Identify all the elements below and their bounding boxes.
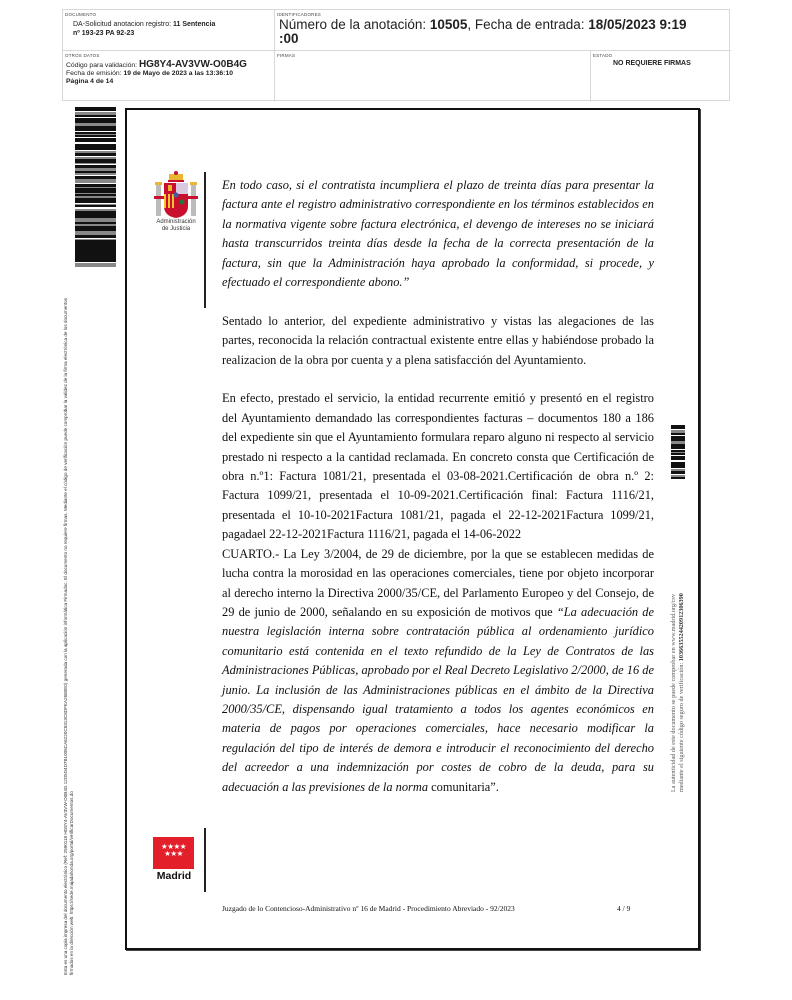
footer-court: Juzgado de lo Contencioso-Administrativo nº 16 de Madrid - Procedimiento Abreviado - 92/2023 [222,904,515,913]
logo-divider-top [204,172,206,308]
emision-date: 19 de Mayo de 2023 a las 13:36:10 [123,70,234,77]
validation-code: HG8Y4-AV3VW-O0B4G [138,59,247,70]
fecha-prefix: , Fecha de entrada: [467,17,589,32]
documento-cell [63,10,275,51]
cuarto-quote: “La adecuación de nuestra legislación interna sobre contratación pública al ordenamiento jurídico comunitario está contenida en el texto refundido de la Ley de Contratos de las Administraciones Públicas, aprobado por el Real Decreto Legislativo 2/2000, de 16 de junio. La inclusión de las Administraciones públicas en el ámbito de la Directiva 2000/35/CE, dispensando igual tratamiento a todos los agentes económicos en materia de pagos por operaciones comerciales, hace necesario modificar la regulación del tipo de interés de demora e introducir el reconocimiento del derecho del acreedor a una indemnización por costes de cobro de la deuda, para su adecuación a las previsiones de la norma [222,604,655,794]
documento-value [73,21,215,38]
quote-text: En todo caso, si el contratista incumpliera el plazo de treinta días para presentar la factura ante el registro administrativo correspondiente en los términos establecidos en la normativa vigente sobre factura electrónica, el devengo de intereses no se iniciará hasta transcurridos treinta días desde la fecha de la correcta presentación de la factura, sin que la Administración haya aprobado la conformidad, si procede, y efectuado el correspondiente abono.” [222,178,654,290]
paragraph-sentado: Sentado lo anterior, del expediente administrativo y vistas las alegaciones de las partes, reconocida la relación contractual existente entre ellas y habiéndose probado la realizacion de la obra por cuenta y a plena satisfacción del Ayuntamiento. [222,313,654,367]
documento-number: nº 193-23 PA 92-23 [73,29,135,37]
identificadores-label: IDENTIFICADORES [277,12,322,17]
madrid-label: Madrid [156,870,192,882]
justicia-label [150,219,202,233]
fecha-suffix: :00 [279,31,299,46]
otros-datos-cell [63,51,275,102]
fecha-value: 18/05/2023 9:19 [588,17,687,32]
documento-prefix: DA-Solicitud anotacion registro: [73,21,173,28]
csv-line1: La autenticidad de este documento se puede comprobar en www.madrid.org/csv [670,594,677,792]
identificadores-cell [275,10,731,51]
barcode-bar [75,265,116,267]
codigo-prefix: Código para validación: [66,62,139,69]
anotacion-number: 10505 [429,17,468,32]
emision-prefix: Fecha de emisión: [66,70,124,77]
barcode-right [671,425,685,485]
barcode-bar [671,477,685,479]
document-header-table [62,9,730,101]
page-indicator: Página 4 de 14 [66,78,114,85]
estado-cell [591,51,731,102]
logo-divider-bottom [204,828,206,892]
madrid-flag-icon [153,837,194,869]
firmas-cell [275,51,591,102]
csv-code: 1036635524420912306390 [678,593,685,662]
documento-label: DOCUMENTO [65,12,97,17]
cuarto-text: CUARTO.- La Ley 3/2004, de 29 de diciembre, por la que se establecen medidas de lucha contra la morosidad en las operaciones comerciales, tiene por objeto incorporar al derecho interno la Directiva 2000/35/CE, del Parlamento Europeo y del Consejo, de 29 de junio de 2000, señalando en su exposición de motivos que [222,546,654,619]
csv-verification-vertical [670,492,686,792]
cuarto-end: comunitaria”. [431,779,499,794]
footer-page-number: 4 / 9 [617,904,631,913]
document-body [222,176,654,797]
madrid-stars: ★★★★ ★★★ [161,842,186,858]
otros-label: OTROS DATOS [65,53,100,58]
copy-notice-vertical: Esta es una copia impresa del documento electrónico (Ref: 2590118 HG8Y4-AV3VW-O0B4G 12D5D4D7B1006CA6220C8313C8DFEA2680E0) generada con la aplicación informática Firmadoc. El documento no requiere firmas. Mediante el código de verificación puede comprobar la validez de la firma electrónica de los documentos firmados en la dirección web: https://sede.majadahonda.org/portal/verificarDocumentos.do [63,298,74,975]
quoted-paragraph [222,176,654,292]
csv-line2: mediante el siguiente código seguro de verificación: [678,661,685,792]
paragraph-efecto: En efecto, prestado el servicio, la entidad recurrente emitió y presentó en el registro del Ayuntamiento demandado las correspondientes facturas – documentos 180 a 186 del expediente sin que el Ayuntamiento formulara reparo alguno ni respecto al servicio prestado ni respecto a la cantidad reclamada. En concreto consta que Certificación de obra n.º1: Factura 1081/21, presentada el 03-08-2021.Certificación de obra n.º 2: Factura 1099/21, presentada el 10-09-2021.Certificación final: Factura 1116/21, presentada el 10-10-2021Factura 1081/21, pagada el 22-12-2021Factura 1099/21, pagadael 22-12-2021Factura 1116/21, pagada el 14-06-2022 [222,391,654,542]
anotacion-info [279,18,719,46]
otros-datos [66,61,247,86]
estado-value: NO REQUIERE FIRMAS [613,60,691,67]
firmas-label: FIRMAS [277,53,296,58]
justicia-line1: Administración [156,219,196,225]
anotacion-prefix: Número de la anotación: [279,17,430,32]
documento-type: 11 Sentencia [173,21,216,28]
paragraph-cuarto [222,545,654,797]
justicia-line2: de Justicia [161,226,191,232]
barcode-left [75,107,116,276]
estado-label: ESTADO [593,53,613,58]
